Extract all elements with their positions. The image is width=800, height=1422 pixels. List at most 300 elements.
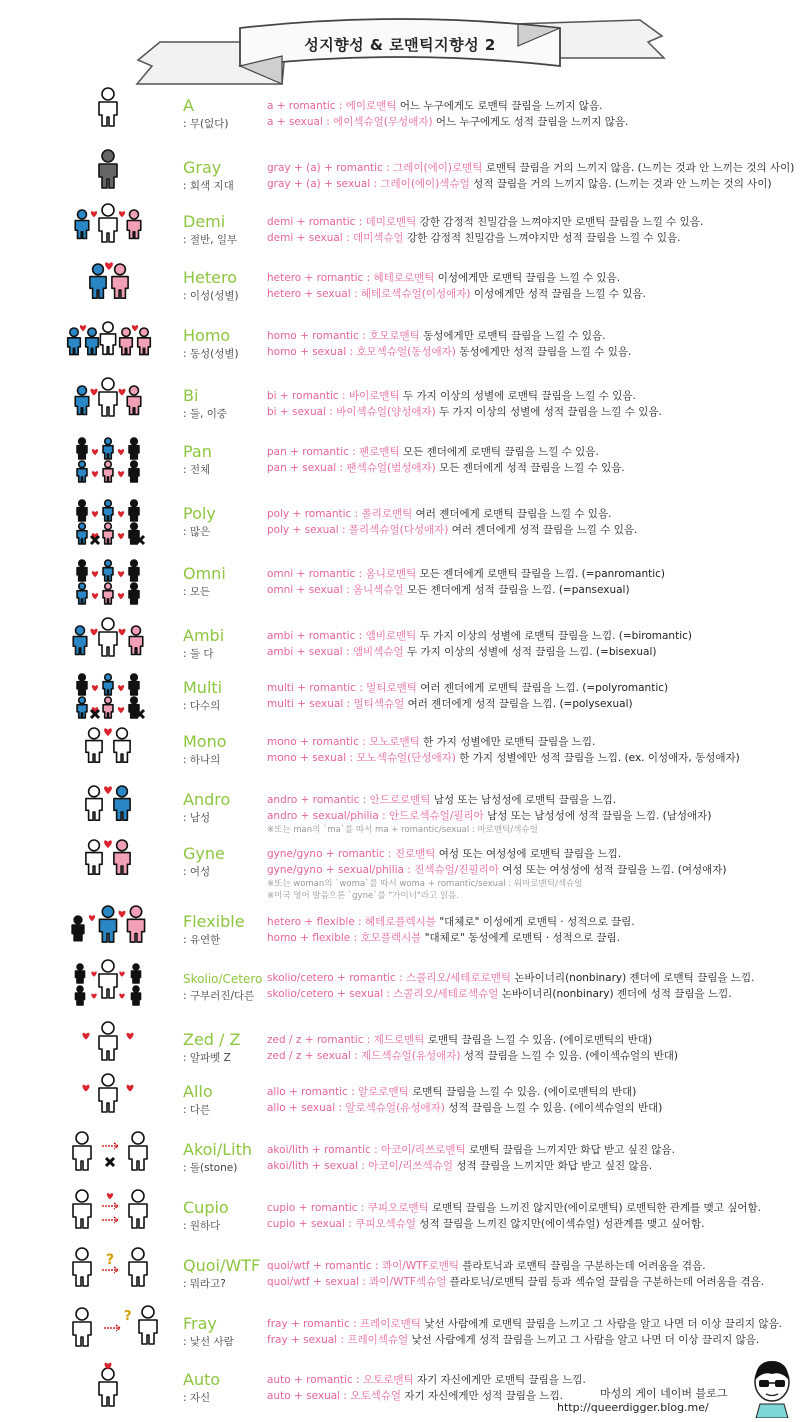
definition-formula: fray + sexual : bbox=[267, 1334, 344, 1346]
definition-text: 남성 또는 남성성에 성적 끌림을 느낌. (남성애자) bbox=[487, 810, 712, 822]
definition-formula: akoi/lith + romantic : bbox=[267, 1144, 378, 1156]
definition-keyword: 바이섹슈얼(양성애자) bbox=[336, 406, 436, 418]
definition-formula: a + romantic : bbox=[267, 100, 343, 112]
definition-formula: pan + sexual : bbox=[267, 462, 344, 474]
definition-line bbox=[267, 1316, 792, 1332]
definition-text: 어느 누구에게도 로맨틱 끌림을 느끼지 않음. bbox=[399, 100, 603, 112]
term-row bbox=[0, 434, 800, 494]
definition-block bbox=[267, 160, 795, 192]
definition-block bbox=[267, 328, 792, 360]
definition-line bbox=[267, 344, 792, 360]
definition-text: 동성에게만 성적 끌림을 느낄 수 있음. bbox=[459, 346, 632, 358]
definition-formula: homo + sexual : bbox=[267, 346, 354, 358]
definition-formula: hetero + romantic : bbox=[267, 272, 371, 284]
definition-line bbox=[267, 506, 792, 522]
definition-text: 여러 젠더에게 성적 끌림을 느낄 수 있음. bbox=[451, 524, 638, 536]
definition-formula: demi + sexual : bbox=[267, 232, 350, 244]
term-name: Fray bbox=[183, 1314, 217, 1333]
definition-line bbox=[267, 792, 792, 808]
term-row bbox=[0, 496, 800, 554]
page-title: 성지향성 & 로맨틱지향성 2 bbox=[304, 36, 496, 54]
term-row bbox=[0, 836, 800, 902]
term-name: Allo bbox=[183, 1082, 213, 1101]
definition-text: 강한 감정적 친밀감을 느껴야지만 성적 끌림을 느낄 수 있음. bbox=[407, 232, 681, 244]
definition-text: 플라토닉/로맨틱 끌림 등과 섹슈얼 끌림을 구분하는데 어려움을 겪음. bbox=[449, 1276, 764, 1288]
definition-keyword: 그레이(에이)섹슈얼 bbox=[380, 178, 470, 190]
homo-couples-icon bbox=[55, 318, 165, 370]
definition-line bbox=[267, 404, 792, 420]
definition-keyword: 제드섹슈얼(유성애자) bbox=[361, 1050, 461, 1062]
term-meaning: : 모든 bbox=[183, 586, 211, 598]
definition-keyword: 안드로로맨틱 bbox=[369, 794, 431, 806]
term-name: Mono bbox=[183, 732, 227, 751]
definition-text: 로맨틱 끌림을 거의 느끼지 않음. (느끼는 것과 안 느끼는 것의 사이) bbox=[485, 162, 795, 174]
title-banner bbox=[0, 0, 800, 100]
definition-keyword: 아코이/리쓰로맨틱 bbox=[380, 1144, 466, 1156]
svg-text:?: ? bbox=[124, 1309, 132, 1324]
term-name: Flexible bbox=[183, 912, 245, 931]
definition-formula: quoi/wtf + sexual : bbox=[267, 1276, 366, 1288]
definition-line bbox=[267, 986, 792, 1002]
definition-keyword: 폴리로맨틱 bbox=[361, 508, 413, 520]
definition-formula: gyne/gyno + romantic : bbox=[267, 848, 392, 860]
definition-text: 플라토닉과 로맨틱 끌림을 구분하는데 어려움을 겪음. bbox=[462, 1260, 706, 1272]
definition-note: ※또는 man의 `ma`를 따서 ma + romantic/sexual : 마로맨틱/섹슈얼 bbox=[267, 825, 538, 835]
omni-people-icon bbox=[55, 556, 165, 608]
definition-formula: skolio/cetero + sexual : bbox=[267, 988, 391, 1000]
quoi-people-icon bbox=[55, 1248, 165, 1300]
definition-text: "대체로" 이성에게 로맨틱 · 성적으로 끌림. bbox=[439, 916, 635, 928]
definition-line bbox=[267, 1084, 792, 1100]
definition-line bbox=[267, 460, 792, 476]
definition-line bbox=[267, 750, 792, 766]
definition-line bbox=[267, 970, 792, 986]
term-meaning: : 회색 지대 bbox=[183, 180, 234, 192]
definition-line bbox=[267, 1100, 792, 1116]
definition-formula: multi + romantic : bbox=[267, 682, 363, 694]
mascot-face-icon bbox=[748, 1358, 796, 1418]
definition-keyword: 헤테로로맨틱 bbox=[373, 272, 435, 284]
definition-line bbox=[267, 328, 792, 344]
zed-person-icon bbox=[55, 1022, 165, 1074]
definition-formula: mono + romantic : bbox=[267, 736, 366, 748]
demi-people-icon bbox=[55, 204, 165, 256]
definition-keyword: 팬섹슈얼(범성애자) bbox=[346, 462, 436, 474]
term-meaning: : 절반, 일부 bbox=[183, 234, 238, 246]
definition-text: "대체로" 동성에게 로맨틱 · 성적으로 끌림. bbox=[424, 932, 621, 944]
andro-people-icon bbox=[55, 782, 165, 834]
term-row bbox=[0, 1306, 800, 1362]
definition-text: 여러 젠더에게 로맨틱 끌림을 느낌. (=polyromantic) bbox=[420, 682, 669, 694]
definition-keyword: 멀티로맨틱 bbox=[366, 682, 417, 694]
multi-people-icon bbox=[55, 670, 165, 722]
definition-block bbox=[267, 214, 792, 246]
term-name: Pan bbox=[183, 442, 212, 461]
definition-text: 두 가지 이상의 성별에 성적 끌림을 느낌. (=bisexual) bbox=[406, 646, 657, 658]
definition-formula: a + sexual : bbox=[267, 116, 330, 128]
definition-text: 두 가지 이상의 성별에 로맨틱 끌림을 느낄 수 있음. bbox=[402, 390, 636, 402]
term-name: Gyne bbox=[183, 844, 225, 863]
definition-block bbox=[267, 1200, 792, 1232]
definition-block bbox=[267, 846, 792, 902]
definition-text: 자기 자신에게만 성적 끌림을 느낌. bbox=[404, 1390, 564, 1402]
term-name: Bi bbox=[183, 386, 199, 405]
definition-formula: bi + romantic : bbox=[267, 390, 346, 402]
definition-block bbox=[267, 388, 792, 420]
definition-line bbox=[267, 930, 792, 946]
definition-formula: pan + romantic : bbox=[267, 446, 356, 458]
definition-text: 여성 또는 여성성에 성적 끌림을 느낌. (여성애자) bbox=[502, 864, 727, 876]
definition-line bbox=[267, 160, 795, 176]
hetero-couple-icon bbox=[55, 260, 165, 312]
definition-formula: homo + romantic : bbox=[267, 330, 366, 342]
definition-keyword: 호모플렉시블 bbox=[360, 932, 422, 944]
definition-line bbox=[267, 1258, 792, 1274]
term-row bbox=[0, 1074, 800, 1130]
cupio-people-icon bbox=[55, 1190, 165, 1242]
definition-formula: gray + (a) + romantic : bbox=[267, 162, 390, 174]
definition-line bbox=[267, 1158, 792, 1174]
definition-keyword: 모노로맨틱 bbox=[369, 736, 420, 748]
definition-formula: ambi + romantic : bbox=[267, 630, 363, 642]
term-meaning: : 다른 bbox=[183, 1104, 211, 1116]
definition-line bbox=[267, 214, 792, 230]
term-row bbox=[0, 260, 800, 316]
definition-keyword: 데미섹슈얼 bbox=[352, 232, 404, 244]
skolio-people-icon bbox=[55, 960, 165, 1012]
definition-text: 두 가지 이상의 성별에 성적 끌림을 느낄 수 있음. bbox=[439, 406, 662, 418]
term-row bbox=[0, 378, 800, 434]
definition-text: 이성에게만 성적 끌림을 느낄 수 있음. bbox=[473, 288, 647, 300]
definition-block bbox=[267, 1084, 792, 1116]
definition-formula: zed / z + sexual : bbox=[267, 1050, 358, 1062]
term-meaning: : 무(없다) bbox=[183, 118, 229, 130]
definition-text: 로맨틱 끌림을 느낄 수 있음. (에이로맨틱의 반대) bbox=[427, 1034, 653, 1046]
definition-keyword: 콰이/WTF섹슈얼 bbox=[369, 1276, 447, 1288]
definition-text: 여러 젠더에게 성적 끌림을 느낌. (=polysexual) bbox=[407, 698, 633, 710]
term-name: Andro bbox=[183, 790, 231, 809]
definition-formula: akoi/lith + sexual : bbox=[267, 1160, 365, 1172]
definition-keyword: 프레이섹슈얼 bbox=[347, 1334, 409, 1346]
blog-url[interactable]: http://queerdigger.blog.me/ bbox=[557, 1401, 709, 1414]
definition-formula: allo + romantic : bbox=[267, 1086, 355, 1098]
definition-keyword: 알로로맨틱 bbox=[358, 1086, 409, 1098]
definition-formula: andro + sexual/philia : bbox=[267, 810, 386, 822]
term-meaning: : 동성(성별) bbox=[183, 348, 239, 360]
definition-line bbox=[267, 176, 792, 192]
definition-line bbox=[267, 566, 792, 582]
definition-formula: omni + romantic : bbox=[267, 568, 363, 580]
term-row bbox=[0, 1190, 800, 1246]
definition-block bbox=[267, 628, 792, 660]
fray-people-icon bbox=[55, 1306, 165, 1358]
definition-text: 성적 끌림을 느끼지만 화답 받고 싶진 않음. bbox=[456, 1160, 653, 1172]
term-meaning: : 돌(stone) bbox=[183, 1162, 238, 1174]
definition-line bbox=[267, 114, 792, 130]
definition-block bbox=[267, 566, 792, 598]
term-meaning: : 여성 bbox=[183, 866, 211, 878]
single-white-person-icon bbox=[55, 88, 165, 140]
definition-keyword: 제드로맨틱 bbox=[373, 1034, 425, 1046]
svg-text:?: ? bbox=[106, 1252, 115, 1268]
definition-keyword: 옴니섹슈얼 bbox=[352, 584, 404, 596]
definition-keyword: 데미로맨틱 bbox=[365, 216, 417, 228]
definition-line bbox=[267, 1200, 792, 1216]
definition-formula: andro + romantic : bbox=[267, 794, 367, 806]
term-row bbox=[0, 1132, 800, 1188]
definition-line bbox=[267, 862, 792, 878]
definition-text: 논바이너리(nonbinary) 젠더에 로맨틱 끌림을 느낌. bbox=[514, 972, 755, 984]
definition-formula: skolio/cetero + romantic : bbox=[267, 972, 403, 984]
term-meaning: : 구부러진/다른 bbox=[183, 990, 255, 1002]
definition-line bbox=[267, 1048, 792, 1064]
term-meaning: : 자신 bbox=[183, 1392, 211, 1404]
definition-keyword: 모노섹슈얼(단성애자) bbox=[356, 752, 456, 764]
definition-line bbox=[267, 98, 792, 114]
term-name: A bbox=[183, 96, 194, 115]
term-name: Zed / Z bbox=[183, 1030, 241, 1049]
definition-formula: omni + sexual : bbox=[267, 584, 350, 596]
term-name: Multi bbox=[183, 678, 223, 697]
definition-block bbox=[267, 506, 792, 538]
definition-line bbox=[267, 808, 792, 824]
term-row bbox=[0, 1248, 800, 1304]
definition-text: 두 가지 이상의 성별에 로맨틱 끌림을 느낌. (=biromantic) bbox=[419, 630, 692, 642]
definition-block bbox=[267, 734, 792, 766]
term-name: Omni bbox=[183, 564, 226, 583]
definition-formula: auto + romantic : bbox=[267, 1374, 360, 1386]
term-name: Homo bbox=[183, 326, 231, 345]
definition-keyword: 아코이/리쓰섹슈얼 bbox=[368, 1160, 453, 1172]
definition-keyword: 호모로맨틱 bbox=[369, 330, 420, 342]
term-row bbox=[0, 904, 800, 960]
definition-formula: allo + sexual : bbox=[267, 1102, 343, 1114]
blog-name: 마성의 게이 네이버 블로그 bbox=[600, 1387, 728, 1400]
term-row bbox=[0, 960, 800, 1020]
definition-text: 로맨틱 끌림을 느끼지만 화답 받고 싶진 않음. bbox=[468, 1144, 675, 1156]
definition-text: 여성 또는 여성성에 로맨틱 끌림을 느낌. bbox=[438, 848, 622, 860]
poly-people-icon bbox=[55, 496, 165, 548]
term-name: Poly bbox=[183, 504, 216, 523]
definition-keyword: 오토로맨틱 bbox=[362, 1374, 414, 1386]
definition-text: 여러 젠더에게 로맨틱 끌림을 느낄 수 있음. bbox=[415, 508, 612, 520]
term-name: Akoi/Lith bbox=[183, 1140, 253, 1159]
definition-formula: gyne/gyno + sexual/philia : bbox=[267, 864, 411, 876]
term-meaning: : 전체 bbox=[183, 464, 211, 476]
definition-keyword: 앰비로맨틱 bbox=[365, 630, 417, 642]
definition-line bbox=[267, 1142, 792, 1158]
definition-line bbox=[267, 270, 792, 286]
term-name: Gray bbox=[183, 158, 222, 177]
term-name: Auto bbox=[183, 1370, 221, 1389]
definition-block bbox=[267, 914, 792, 946]
term-name: Ambi bbox=[183, 626, 225, 645]
definition-keyword: 알로섹슈얼(유성애자) bbox=[345, 1102, 445, 1114]
definition-keyword: 헤테로섹슈얼(이성애자) bbox=[360, 288, 471, 300]
definition-formula: mono + sexual : bbox=[267, 752, 354, 764]
definition-formula: cupio + romantic : bbox=[267, 1202, 365, 1214]
term-name: Hetero bbox=[183, 268, 238, 287]
definition-text: 로맨틱 끌림을 느끼진 않지만(에이로맨틱) 로맨틱한 관계를 맺고 싶어함. bbox=[431, 1202, 762, 1214]
definition-line bbox=[267, 1274, 792, 1290]
definition-keyword: 에이로맨틱 bbox=[345, 100, 397, 112]
term-meaning: : 많은 bbox=[183, 526, 211, 538]
definition-text: 강한 감정적 친밀감을 느껴야지만 로맨틱 끌림을 느낄 수 있음. bbox=[419, 216, 704, 228]
definition-keyword: 스콜리오/세테로로맨틱 bbox=[406, 972, 512, 984]
definition-line bbox=[267, 1032, 792, 1048]
definition-text: 낯선 사람에게 로맨틱 끌림을 느끼고 그 사람을 알고 나면 더 이상 끌리지 않음. bbox=[424, 1318, 783, 1330]
definition-keyword: 오토섹슈얼 bbox=[350, 1390, 402, 1402]
definition-formula: poly + romantic : bbox=[267, 508, 359, 520]
definition-line bbox=[267, 846, 792, 862]
definition-keyword: 프레이로맨틱 bbox=[360, 1318, 421, 1330]
term-meaning: : 알파벳 Z bbox=[183, 1052, 231, 1064]
definition-text: 모든 젠더에게 로맨틱 끌림을 느낄 수 있음. bbox=[403, 446, 599, 458]
definition-line bbox=[267, 696, 792, 712]
definition-text: 성적 끌림을 느낄 수 있음. (에이섹슈얼의 반대) bbox=[448, 1102, 663, 1114]
gyne-people-icon bbox=[55, 836, 165, 888]
akoi-people-icon bbox=[55, 1132, 165, 1184]
definition-text: 모든 젠더에게 성적 끌림을 느낌. (=pansexual) bbox=[406, 584, 630, 596]
term-row bbox=[0, 618, 800, 670]
ambi-people-icon bbox=[55, 618, 165, 670]
definition-line bbox=[267, 444, 792, 460]
definition-block bbox=[267, 1032, 792, 1064]
definition-text: 모든 젠더에게 성적 끌림을 느낄 수 있음. bbox=[439, 462, 625, 474]
definition-line bbox=[267, 230, 792, 246]
term-row bbox=[0, 782, 800, 834]
term-row bbox=[0, 556, 800, 614]
term-name: Quoi/WTF bbox=[183, 1256, 261, 1275]
term-name: Demi bbox=[183, 212, 226, 231]
definition-block bbox=[267, 1258, 792, 1290]
term-row bbox=[0, 1022, 800, 1074]
definition-text: 로맨틱 끌림을 느낄 수 있음. (에이로맨틱의 반대) bbox=[412, 1086, 637, 1098]
definition-keyword: 옴니로맨틱 bbox=[365, 568, 417, 580]
definition-text: 이성에게만 로맨틱 끌림을 느낄 수 있음. bbox=[437, 272, 621, 284]
definition-formula: homo + flexible : bbox=[267, 932, 358, 944]
definition-formula: auto + sexual : bbox=[267, 1390, 347, 1402]
term-meaning: : 남성 bbox=[183, 812, 211, 824]
definition-block bbox=[267, 1142, 792, 1174]
definition-block bbox=[267, 970, 792, 1002]
definition-formula: bi + sexual : bbox=[267, 406, 333, 418]
definition-keyword: 진로맨틱 bbox=[394, 848, 436, 860]
term-meaning: : 이성(성별) bbox=[183, 290, 239, 302]
definition-text: 논바이너리(nonbinary) 젠더에 성적 끌림을 느낌. bbox=[501, 988, 732, 1000]
definition-keyword: 진섹슈얼/진필리아 bbox=[414, 864, 499, 876]
term-meaning: : 뭐라고? bbox=[183, 1278, 226, 1290]
definition-text: 낯선 사람에게 성적 끌림을 느끼고 그 사람을 알고 나면 더 이상 끌리지 않음. bbox=[411, 1334, 760, 1346]
definition-line bbox=[267, 522, 792, 538]
allo-person-icon bbox=[55, 1074, 165, 1126]
definition-line bbox=[267, 644, 792, 660]
definition-line bbox=[267, 680, 792, 696]
bi-people-icon bbox=[55, 378, 165, 430]
definition-block bbox=[267, 1316, 792, 1348]
definition-line bbox=[267, 628, 792, 644]
definition-line bbox=[267, 734, 792, 750]
term-meaning: : 하나의 bbox=[183, 754, 221, 766]
definition-keyword: 그레이(에이)로맨틱 bbox=[393, 162, 483, 174]
definition-text: 동성에게만 로맨틱 끌림을 느낄 수 있음. bbox=[423, 330, 606, 342]
definition-block bbox=[267, 680, 792, 712]
definition-keyword: 쿠피오섹슈얼 bbox=[355, 1218, 416, 1230]
definition-line bbox=[267, 1332, 792, 1348]
definition-keyword: 스콜리오/세테로섹슈얼 bbox=[393, 988, 499, 1000]
definition-formula: demi + romantic : bbox=[267, 216, 363, 228]
definition-block bbox=[267, 792, 792, 836]
definition-text: 한 가지 성별에만 성적 끌림을 느낌. (ex. 이성애자, 동성애자) bbox=[459, 752, 740, 764]
definition-block bbox=[267, 270, 792, 302]
definition-keyword: 멀티섹슈얼 bbox=[353, 698, 405, 710]
definition-text: 자기 자신에게만 로맨틱 끌림을 느낌. bbox=[417, 1374, 586, 1386]
definition-formula: cupio + sexual : bbox=[267, 1218, 352, 1230]
definition-keyword: 헤테로플렉시블 bbox=[364, 916, 436, 928]
term-row bbox=[0, 724, 800, 780]
definition-note: ※미국 영어 발음으론 `gyne`를 "가이너"라고 읽음. bbox=[267, 891, 460, 901]
term-row bbox=[0, 204, 800, 260]
definition-text: 성적 끌림을 거의 느끼지 않음. (느끼는 것과 안 느끼는 것의 사이) bbox=[473, 178, 772, 190]
definition-note: ※또는 woman의 `woma`를 따서 woma + romantic/sexual : 워마로맨틱/섹슈얼 bbox=[267, 879, 583, 889]
term-meaning: : 둘, 이중 bbox=[183, 408, 227, 420]
definition-formula: ambi + sexual : bbox=[267, 646, 350, 658]
definition-formula: poly + sexual : bbox=[267, 524, 346, 536]
definition-formula: multi + sexual : bbox=[267, 698, 351, 710]
definition-text: 모든 젠더에게 로맨틱 끌림을 느낌. (=panromantic) bbox=[419, 568, 666, 580]
definition-keyword: 앰비섹슈얼 bbox=[352, 646, 404, 658]
definition-text: 어느 누구에게도 성적 끌림을 느끼지 않음. bbox=[435, 116, 629, 128]
definition-line bbox=[267, 914, 792, 930]
definition-text: 성적 끌림을 느낄 수 있음. (에이섹슈얼의 반대) bbox=[463, 1050, 678, 1062]
definition-block bbox=[267, 444, 792, 476]
definition-line bbox=[267, 1216, 792, 1232]
definition-line bbox=[267, 388, 792, 404]
pan-people-icon bbox=[55, 434, 165, 486]
term-row bbox=[0, 318, 800, 374]
term-meaning: : 다수의 bbox=[183, 700, 221, 712]
definition-keyword: 호모섹슈얼(동성애자) bbox=[356, 346, 456, 358]
definition-keyword: 콰이/WTF로맨틱 bbox=[381, 1260, 460, 1272]
term-row bbox=[0, 670, 800, 722]
definition-formula: hetero + flexible : bbox=[267, 916, 362, 928]
definition-formula: fray + romantic : bbox=[267, 1318, 357, 1330]
term-meaning: : 유연한 bbox=[183, 934, 221, 946]
term-name: Skolio/Cetero bbox=[183, 972, 263, 986]
definition-line bbox=[267, 582, 792, 598]
definition-line bbox=[267, 286, 792, 302]
definition-formula: zed / z + romantic : bbox=[267, 1034, 371, 1046]
definition-keyword: 안드로섹슈얼/필리아 bbox=[388, 810, 484, 822]
definition-text: 한 가지 성별에만 로맨틱 끌림을 느낌. bbox=[423, 736, 596, 748]
term-name: Cupio bbox=[183, 1198, 229, 1217]
definition-formula: gray + (a) + sexual : bbox=[267, 178, 378, 190]
term-meaning: : 낯선 사람 bbox=[183, 1336, 234, 1348]
definition-text: 성적 끌림을 느끼진 않지만(에이섹슈얼) 성관계를 맺고 싶어함. bbox=[419, 1218, 705, 1230]
term-row bbox=[0, 88, 800, 144]
definition-keyword: 팬로맨틱 bbox=[359, 446, 400, 458]
definition-formula: hetero + sexual : bbox=[267, 288, 358, 300]
term-meaning: : 원하다 bbox=[183, 1220, 221, 1232]
definition-keyword: 바이로맨틱 bbox=[348, 390, 400, 402]
term-meaning: : 둘 다 bbox=[183, 648, 214, 660]
term-row bbox=[0, 150, 800, 202]
definition-keyword: 에이섹슈얼(무성애자) bbox=[333, 116, 433, 128]
mono-people-icon bbox=[55, 724, 165, 776]
flexible-people-icon bbox=[55, 904, 165, 956]
definition-keyword: 쿠피오로맨틱 bbox=[367, 1202, 429, 1214]
auto-person-icon bbox=[55, 1362, 165, 1414]
